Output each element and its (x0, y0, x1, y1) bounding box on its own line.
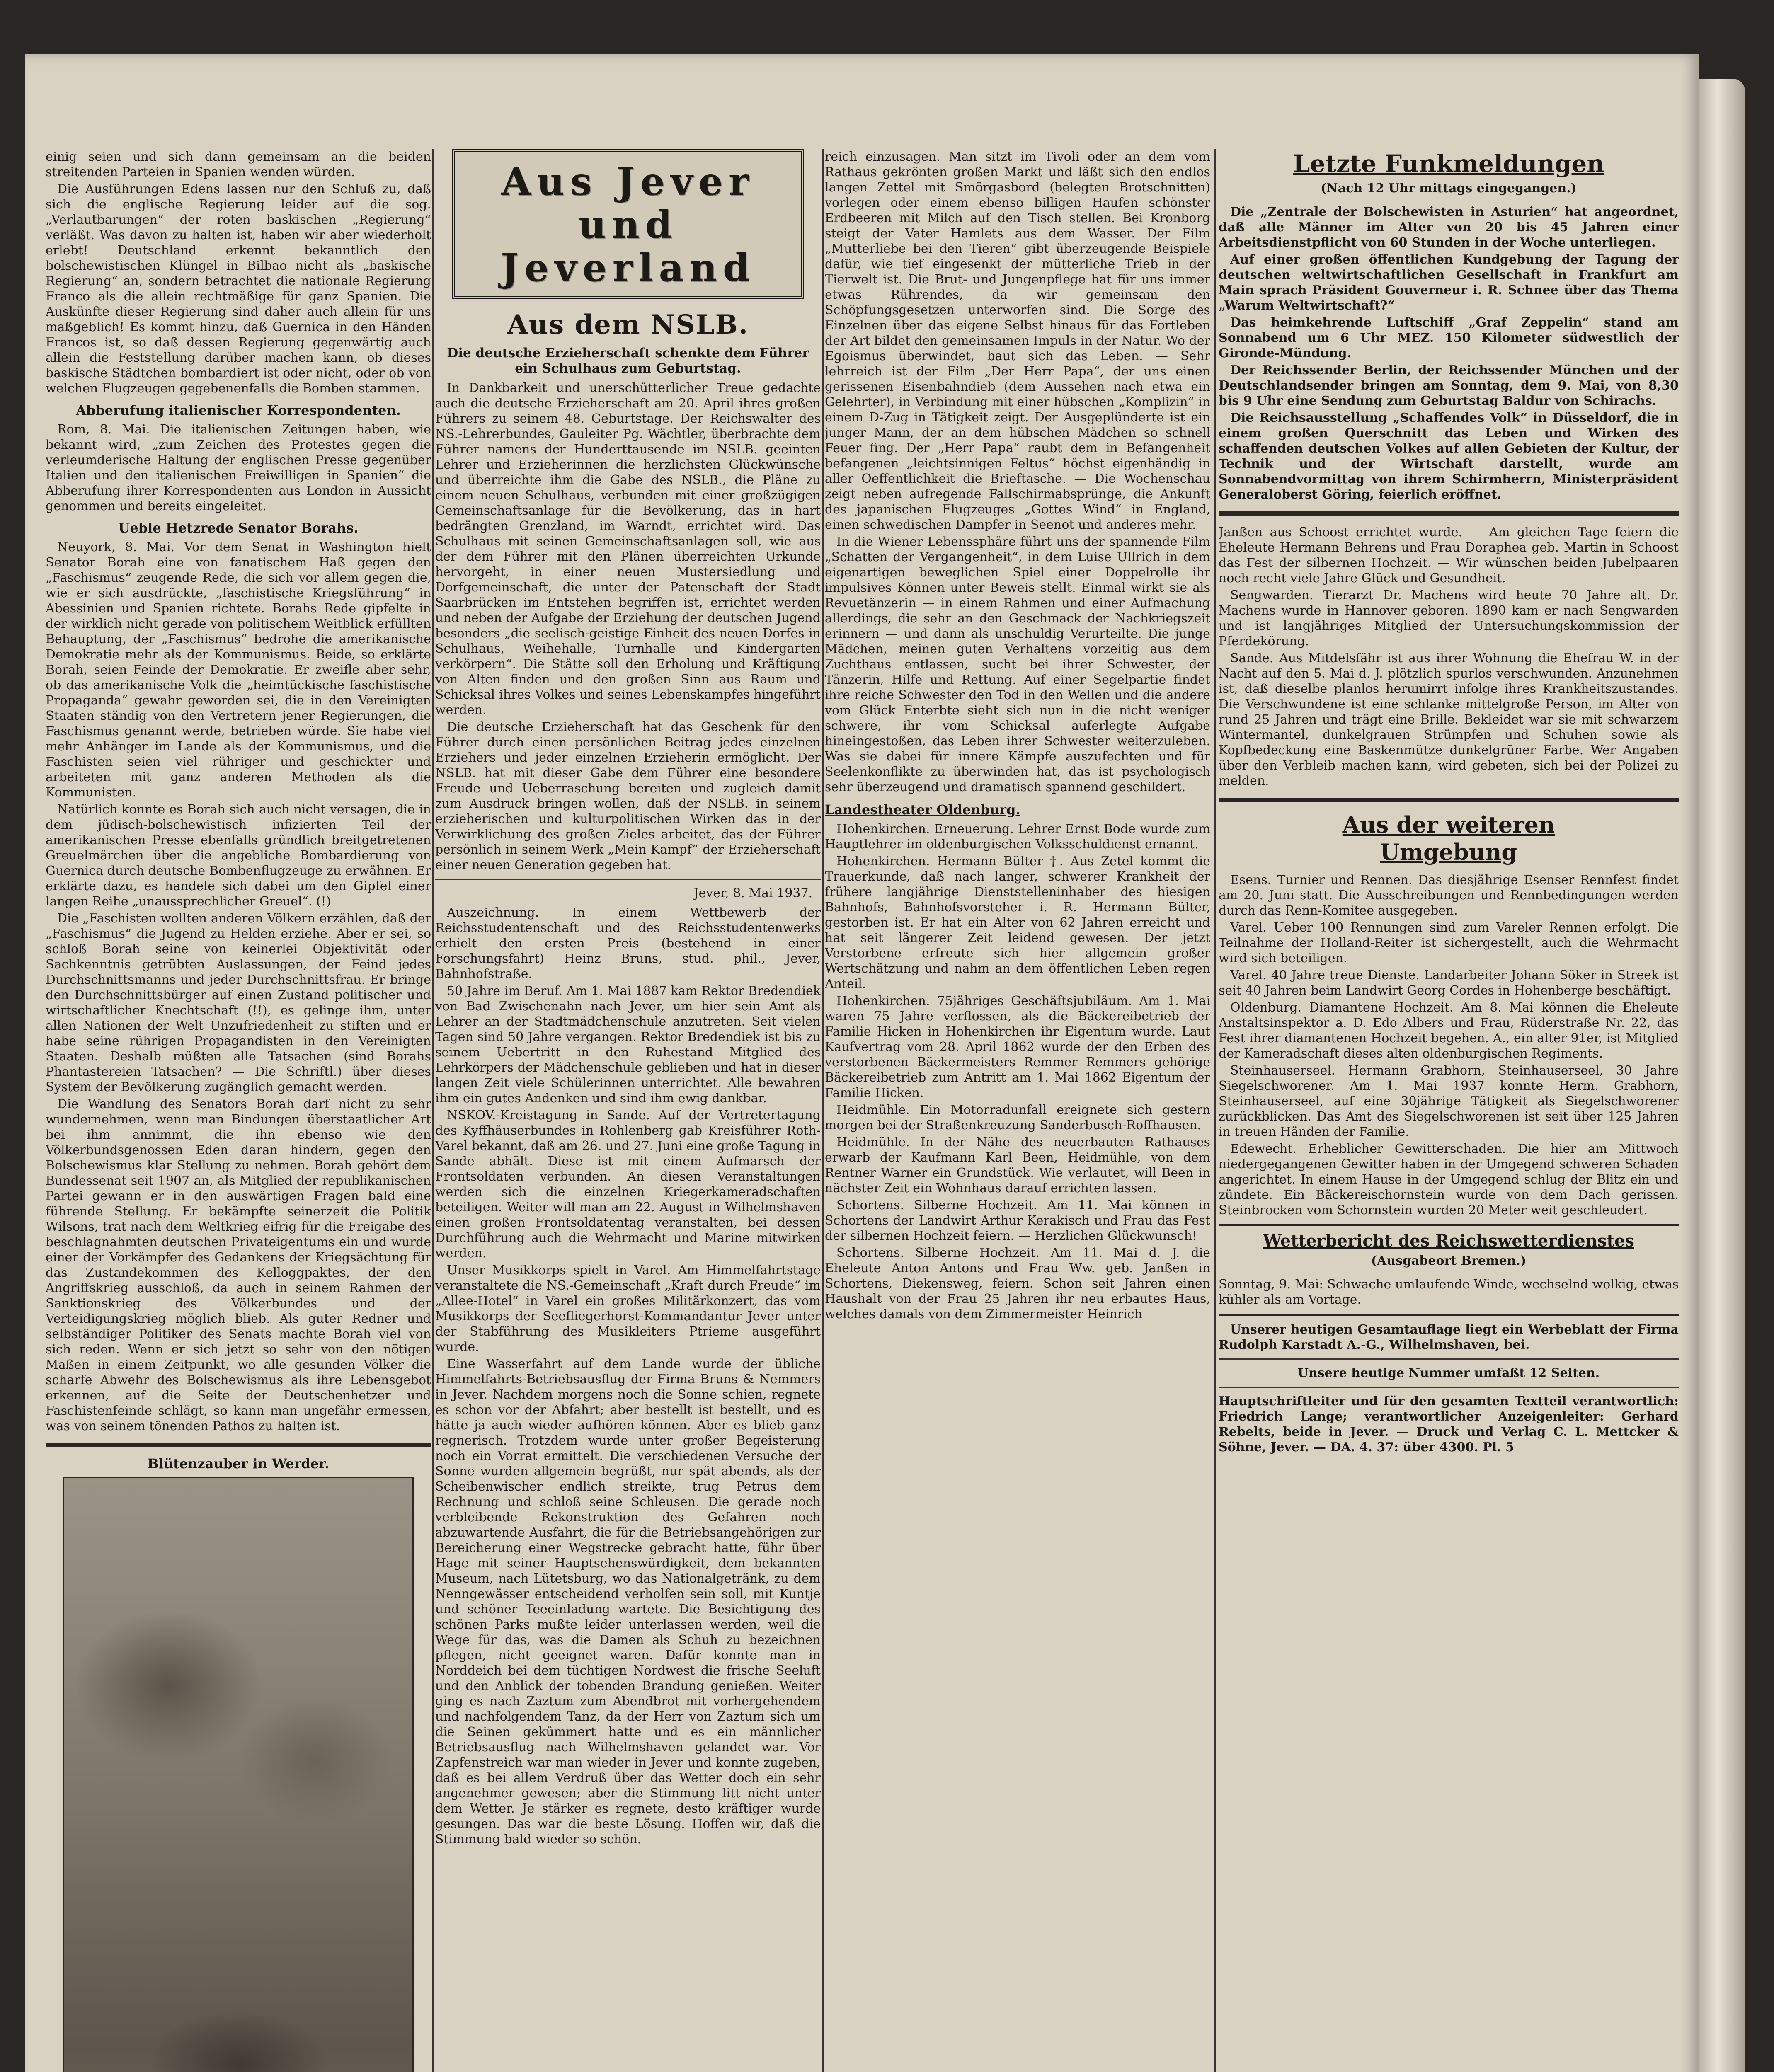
article-heading: Aus dem NSLB. (507, 309, 749, 340)
article-text: Sengwarden. Tierarzt Dr. Machens wird heute 70 Jahre alt. Dr. Machens wurde in Hannover geboren. 1890 kam er nach Sengwarden und ist langjähriges Mitglied der Untersuchungskommission der Pferdekörung. (1219, 588, 1679, 649)
local-masthead (452, 149, 804, 299)
article-text: Die Wandlung des Senators Borah darf nicht zu sehr wundernehmen, wenn man Bindungen überstaatlicher Art bei ihm annimmt, die ihn ebenso wie den Völkerbundsgenossen Eden daran hindern, gegen den Bolschewismus klar Stellung zu nehmen. Borah gehört dem Bundessenat seit 1907 an, als Mitglied der republikanischen Partei gewann er in den auswärtigen Fragen bald eine führende Stellung. Er bekämpfte seinerzeit die Politik Wilsons, trat nach dem Weltkrieg eifrig für die Freigabe des beschlagnahmten deutschen Privateigentums ein und wurde einer der Vorkämpfer des Gedankens der Kriegsächtung für das Zustandekommen des Kelloggpaktes, der den Angriffskrieg ausschloß, da auch in seinem Rahmen der Sanktionskrieg des Völkerbundes und der Verteidigungskrieg möglich blieb. Als guter Redner und selbständiger Politiker des Senats machte Borah viel von sich reden. Wenn er sich jetzt so sehr von den nötigen Maßen in einem Zeitpunkt, wo alle gesunden Völker die scharfe Abwehr des Bolschewismus als ihre Lebensgebot erkennen, auf die Seite der Deutschenhetzer und Faschistenfeinde schlägt, so kann man ungefähr ermessen, was von seinem tönenden Pathos zu halten ist. (46, 1097, 431, 1433)
article-text: Die „Faschisten wollten anderen Völkern erzählen, daß der „Faschismus“ die Jugend zu Helden erziehe. Aber er sei, so schloß Borah seine von keinerlei Objektivität oder Sachkenntnis getrübten Auslassungen, der Feind jedes Durchschnittsmanns und jeder Durchschnittsfrau. Er bringe den Durchschnittsbürger auf einen Zustand politischer und wirtschaftlicher Knechtschaft (!!), es gelinge ihm, unter allen Nationen der Welt Unzufriedenheit zu stiften und er habe seine rührigen Propagandisten in den Vereinigten Staaten. Deshalb müßten alle Tatsachen (sind Borahs Phantastereien Tatsachen? — Die Schriftl.) über dieses System der Bevölkerung zugänglich gemacht werden. (46, 911, 431, 1094)
article-text: Janßen aus Schoost errichtet wurde. — Am gleichen Tage feiern die Eheleute Hermann Behrens und Frau Doraphea geb. Martin in Schoost das Fest der silbernen Hochzeit. — Wir wünschen beiden Jubelpaaren noch recht viele Jahre Glück und Gesundheit. (1219, 525, 1679, 586)
article-text: 50 Jahre im Beruf. Am 1. Mai 1887 kam Rektor Bredendiek von Bad Zwischenahn nach Jever, um hier sein Amt als Lehrer an der Stadtmädchenschule anzutreten. Seit vielen Tagen sind 50 Jahre vergangen. Rektor Bredendiek ist bis zu seinem Uebertritt in den Ruhestand Mitglied des Lehrkörpers der Mädchenschule geblieben und hat in dieser langen Zeit viele Schülerinnen unterrichtet. Alle bewahren ihm ein gutes Andenken und sind ihm ewig dankbar. (435, 984, 821, 1106)
weather-text: Sonntag, 9. Mai: Schwache umlaufende Winde, wechselnd wolkig, etwas kühler als am Vortage. (1219, 1277, 1679, 1307)
divider (46, 1443, 431, 1447)
section-subtitle: (Nach 12 Uhr mittags eingegangen.) (1321, 181, 1577, 196)
weather-subtitle: (Ausgabeort Bremen.) (1371, 1254, 1527, 1268)
divider (1219, 798, 1679, 802)
article-text: Steinhauserseel. Hermann Grabhorn, Steinhauserseel, 30 Jahre Siegelschworener. Am 1. Mai 1937 konnte Herm. Grabhorn, Steinhauserseel, auf eine 30jährige Tätigkeit als Siegelschworener zurückblicken. Das Amt des Siegelschworenen ist seit über 125 Jahren in treuen Händen der Familie. (1219, 1063, 1679, 1139)
book-edge (1699, 79, 1745, 2072)
weather-box (1219, 1224, 1679, 1316)
article-text: Schortens. Silberne Hochzeit. Am 11. Mai können in Schortens der Landwirt Arthur Kerakisch und Frau das Fest der silbernen Hochzeit feiern. — Herzlichen Glückwunsch! (825, 1198, 1210, 1243)
column-2 (435, 149, 821, 2072)
masthead-line: und Jeverland (500, 202, 756, 290)
divider (1219, 511, 1679, 516)
article-text: Unser Musikkorps spielt in Varel. Am Himmelfahrtstage veranstaltete die NS.-Gemeinschaft „Kraft durch Freude“ im „Allee-Hotel“ in Varel ein großes Militärkonzert, das vom Musikkorps der Seefliegerhorst-Kommandantur Jever unter der Stabführung des Musikleiters Ptrieme ausgeführt wurde. (435, 1263, 821, 1354)
masthead-line: Aus Jever (501, 159, 755, 204)
divider (435, 879, 821, 880)
article-text: Eine Wasserfahrt auf dem Lande wurde der übliche Himmelfahrts-Betriebsausflug der Firma Bruns & Nemmers in Jever. Nachdem morgens noch die Sonne schien, regnete es schon vor der Abfahrt; aber bestellt ist bestellt, und es hätte ja auch wieder aufhören können. Aber es blieb ganz regnerisch. Trotzdem wurde unter großer Begeisterung noch ein Vorrat ermittelt. Die verschiedenen Versuche der Sonne wurden allgemein begrüßt, nur spät abends, als der Scheibenwischer endlich streikte, trug Petrus dem Rechnung und schloß seine Schleusen. Die gerade noch verbleibende Rekonstruktion des Gefahren noch abzuwartende Ausfahrt, die für die Betriebsangehörigen zur Bereicherung einer Wegstrecke gebracht hatte, führ über Hage mit seiner Hauptsehenswürdigkeit, dem bekannten Museum, nach Lütetsburg, wo das Nationalgetränk, zu dem Nenngewässer entscheidend verholfen sein soll, mit Kuntje und schöner Teeeinladung wartete. Die Besichtigung des schönen Parks mußte leider unterlassen werden, weil die Wege für das, was die Damen als Schuh zu bezeichnen pflegen, nicht geeignet waren. Dafür konnte man in Norddeich bei dem tüchtigen Nordwest die frische Seeluft und den Anblick der tobenden Brandung genießen. Weiter ging es nach Zaztum zum Abendbrot mit vorhergehendem und nachfolgendem Tanz, da der Herr von Zaztum sich um die Seinen gekümmert hatte und es ein männlicher Betriebsausflug nach Wilhelmshaven gelandet war. Vor Zapfenstreich war man wieder in Jever und konnte zugeben, daß es bei allem Verdruß über das Wetter doch ein sehr angenehmer gewesen; aber die Stimmung litt nicht unter dem Wetter. Je stärker es regnete, desto kräftiger wurde gesungen. Das war die beste Lösung. Hoffen wir, daß die Stimmung bald wieder so schön. (435, 1357, 821, 1847)
article-text: Hohenkirchen. Hermann Bülter †. Aus Zetel kommt die Trauerkunde, daß nach langer, schwerer Krankheit der frühere langjährige Dienststelleninhaber des hiesigen Bahnhofs, Bahnhofsvorsteher i. R. Hermann Bülter, gestorben ist. Er hat ein Alter von 62 Jahren erreicht und hat seit längerer Zeit leidend gewesen. Der jetzt Verstorbene erfreute sich hier allgemein großer Wertschätzung und nahm an dem öffentlichen Leben regen Anteil. (825, 854, 1210, 991)
article-subheading: Die deutsche Erzieherschaft schenkte dem Führer ein Schulhaus zum Geburtstag. (447, 346, 809, 376)
column-rule (822, 149, 824, 2072)
news-item: Der Reichssender Berlin, der Reichssender München und der Deutschlandsender bringen am Sonntag, dem 9. Mai, von 8,30 bis 9 Uhr eine Sendung zum Geburtstag Baldur von Schirachs. (1219, 363, 1679, 408)
article-text: Heidmühle. In der Nähe des neuerbauten Rathauses erwarb der Kaufmann Karl Been, Heidmühle, von dem Rentner Warner ein Grundstück. Wie verlautet, will Been in nächster Zeit ein Wohnhaus darauf errichten lassen. (825, 1135, 1210, 1196)
divider (1219, 1358, 1679, 1360)
article-text: Sande. Aus Mitdelsfähr ist aus ihrer Wohnung die Ehefrau W. in der Nacht auf den 5. Mai d. J. plötzlich spurlos verschwunden. Anzunehmen ist, daß dieselbe planlos herumirrt infolge ihres Krankheitszustandes. Die Verschwundene ist eine schlanke mittelgroße Person, im Alter von rund 25 Jahren und trägt eine Brille. Bekleidet war sie mit schwarzem Wintermantel, dunkelgrauen Strümpfen und Schuhen sowie als Kopfbedeckung eine Baskenmütze dunkelgrüner Farbe. Wer Angaben über den Verbleib machen kann, wird gebeten, sich bei der Polizei zu melden. (1219, 651, 1679, 788)
article-text: In Dankbarkeit und unerschütterlicher Treue gedachte auch die deutsche Erzieherschaft am 20. April ihres großen Führers zu seinem 48. Geburtstage. Der Reichswalter des NS.-Lehrerbundes, Gauleiter Pg. Wächtler, überbrachte dem Führer namens der Hunderttausende im NSLB. geeinten Lehrer und Erzieherinnen die herzlichsten Glückwünsche und überreichte ihm die Gabe des NSLB., die Pläne zu einem neuen Schulhaus, verbunden mit einer großzügigen Gemeinschaftsanlage für die Bevölkerung, das in hart bedrängten Grenzland, im Warndt, errichtet wird. Das Schulhaus mit seinen Gemeinschaftsanlagen soll, wie aus der dem Führer mit den Plänen überreichten Urkunde hervorgeht, in einer neuen Mustersiedlung und Dorfgemeinschaft, die unter der Patenschaft der Stadt Saarbrücken im Entstehen begriffen ist, errichtet werden und neben der Aufgabe der Erziehung der deutschen Jugend besonders „die seelisch-geistige Einheit des neuen Dorfes in Schulhaus, Weihehalle, Turnhalle und Kindergarten verkörpern“. Die Stätte soll den Erholung und Kräftigung von Alten finden und den großen Sinn aus Raum und Schicksal ihres Volkes und seines Lebenskampfes hingeführt werden. (435, 381, 821, 717)
article-text: Die Ausführungen Edens lassen nur den Schluß zu, daß sich die englische Regierung leider auf die sog. „Verlautbarungen“ der roten baskischen „Regierung“ verläßt. Was davon zu halten ist, haben wir aber wiederholt erlebt! Deutschland erkennt bekanntlich den bolschewistischen Klüngel in Bilbao nicht als „baskische Regierung“ an, sondern betrachtet die nationale Regierung Franco als die allein rechtmäßige für ganz Spanien. Die Auskünfte dieser Regierung sind daher auch allein für uns maßgeblich! Es kommt hinzu, daß Guernica in den Händen Francos ist, so daß dessen Regierung gegenwärtig auch allein die Feststellung darüber machen kann, ob dieses baskische Städtchen bombardiert ist oder nicht, oder ob von welchen Flugzeugen gegebenenfalls die Bomben stammen. (46, 182, 431, 396)
article-text: NSKOV.-Kreistagung in Sande. Auf der Vertretertagung des Kyffhäuserbundes in Rohlenberg gab Kreisführer Roth-Varel bekannt, daß am 26. und 27. Juni eine große Tagung in Sande abhält. Diese ist mit einem Aufmarsch der Frontsoldaten verbunden. An diesen Veranstaltungen werden sich die einzelnen Kriegerkameradschaften beteiligen. Weiter will man am 22. August in Wilhelmshaven einen großen Frontsoldatentag veranstalten, bei dessen Durchführung auch die Wehrmacht und Marine mitwirken werden. (435, 1108, 821, 1261)
page-count-note: Unsere heutige Nummer umfaßt 12 Seiten. (1297, 1366, 1600, 1380)
supplement-note: Unserer heutigen Gesamtauflage liegt ein Werbeblatt der Firma Rudolph Karstadt A.-G., Wilhelmshaven, bei. (1219, 1322, 1679, 1352)
column-3 (825, 149, 1210, 2072)
article-text: Edewecht. Erheblicher Gewitterschaden. Die hier am Mittwoch niedergegangenen Gewitter haben in der Umgegend schweren Schaden angerichtet. In einem Hause in der Umgegend schlug der Blitz ein und zündete. Ein Bäckereischornstein wurde von dem Dach gerissen. Steinbrocken vom Schornstein wurden 20 Meter weit geschleudert. (1219, 1142, 1679, 1218)
column-rule (1214, 149, 1216, 2072)
news-item: Die „Zentrale der Bolschewisten in Asturien“ hat angeordnet, daß alle Männer im Alter von 20 bis 45 Jahren einer Arbeitsdienstpflicht von 60 Stunden in der Woche unterliegen. (1219, 205, 1679, 250)
section-heading (1219, 811, 1679, 866)
article-text: Varel. Ueber 100 Rennungen sind zum Vareler Rennen erfolgt. Die Teilnahme der Holland-Reiter ist sichergestellt, auch die Wehrmacht wird sich beteiligen. (1219, 920, 1679, 966)
article-text: In die Wiener Lebenssphäre führt uns der spannende Film „Schatten der Vergangenheit“, in dem Luise Ullrich in dem eigenartigen beweglichen Spiel einer Doppelrolle ihr impulsives Können unter Beweis stellt. Einmal wirkt sie als Revuetänzerin — in einem Rahmen und einer Aufmachung allerdings, die sehr an den Geschmack der Nachkriegszeit erinnern — und dann als unschuldig Verurteilte. Die junge Mädchen, meinen guten Verhaltens vorzeitig aus dem Zuchthaus entlassen, sucht bei ihrer Schwester, der Tänzerin, Hilfe und Rettung. Auf einer Segelpartie findet ihre reiche Schwester den Tod in den Wellen und die andere vom Glück Enterbte sieht sich nun in die nicht weniger schwere, ihr vom Schicksal auferlegte Aufgabe hineingestoßen, das Leben ihrer Schwester weiterzuleben. Was sie dabei für innere Kämpfe auszufechten und für Seelenkonflikte zu überwinden hat, das ist psychologisch sehr überzeugend und dramatisch spannend geschildert. (825, 535, 1210, 794)
news-item: Auf einer großen öffentlichen Kundgebung der Tagung der deutschen weltwirtschaftlichen Gesellschaft in Frankfurt am Main sprach Präsident Gouverneur i. R. Schnee über das Thema „Warum Weltwirtschaft?“ (1219, 252, 1679, 313)
news-item: Die Reichsausstellung „Schaffendes Volk“ in Düsseldorf, die in einem großen Querschnitt das Leben und Wirken des schaffenden deutschen Volkes auf allen Gebieten der Kultur, der Technik und der Wirtschaft darstellt, wurde am Sonnabendvormittag von ihrem Schirmherrn, Ministerpräsident Generaloberst Göring, feierlich eröffnet. (1219, 411, 1679, 502)
article-text: Oldenburg. Diamantene Hochzeit. Am 8. Mai können die Eheleute Anstaltsinspektor a. D. Edo Albers und Frau, Rüderstraße Nr. 22, das Fest ihrer diamantenen Hochzeit begehen. A., ein alter 91er, ist Mitglied der Kameradschaft dieses alten oldenburgischen Regiments. (1219, 1000, 1679, 1061)
dateline: Jever, 8. Mai 1937. (693, 886, 812, 900)
article-text: Hohenkirchen. 75jähriges Geschäftsjubiläum. Am 1. Mai waren 75 Jahre verflossen, als die Bäckereibetrieb der Familie Hicken in Hohenkirchen ihr Eigentum wurde. Laut Kaufvertrag vom 28. April 1862 wurde der den Erben des verstorbenen Bäckermeisters Remmer Remmers gehörige Bäckereibetrieb zum Antritt am 1. Mai 1862 Eigentum der Familie Hicken. (825, 994, 1210, 1100)
article-heading: Landestheater Oldenburg. (825, 802, 1020, 818)
article-text: Rom, 8. Mai. Die italienischen Zeitungen haben, wie bekannt wird, „zum Zeichen des Protestes gegen die verleumderische Haltung der englischen Presse gegenüber Italien und den italienischen Freiwilligen in Spanien“ die Abberufung ihrer Korrespondenten aus London in Aussicht genommen und bereits eingeleitet. (46, 422, 431, 513)
news-item: Das heimkehrende Luftschiff „Graf Zeppelin“ stand am Sonnabend um 6 Uhr MEZ. 150 Kilometer südwestlich der Gironde-Mündung. (1219, 315, 1679, 361)
article-text: Hohenkirchen. Erneuerung. Lehrer Ernst Bode wurde zum Hauptlehrer im oldenburgischen Volksschuldienst ernannt. (825, 822, 1210, 852)
article-heading: Abberufung italienischer Korrespondenten. (76, 402, 401, 418)
column-1 (46, 149, 431, 2072)
section-heading-line: Aus der weiteren (1342, 811, 1555, 838)
article-text: reich einzusagen. Man sitzt im Tivoli oder an dem vom Rathaus gekrönten großen Markt und läßt sich den endlos langen Zettel mit Smörgasbord (belegten Brotschnitten) vorlegen oder einem ebenso billigen Haufen schönster Erdbeeren mit Milch auf den Tisch stellen. Bei Kronborg steigt der Vater Hamlets aus dem Wasser. Der Film „Mutterliebe bei den Tieren“ gibt überzeugende Beispiele dafür, wie tief eingesenkt der mütterliche Trieb in der Tierwelt ist. Die Brut- und Jungenpflege hat für uns immer etwas Rührendes, da wir gemeinsam den Schöpfungsgesetzen unterworfen sind. Die Sorge des Einzelnen über das eigene Selbst hinaus für das Fortleben der Art bildet den gemeinsamen Impuls in der Natur. Wo der Egoismus überwindet, baut sich das Leben. — Sehr lehrreich ist der Film „Der Herr Papa“, der uns einen gerissenen Eisenbahndieb (dem Aussehen nach etwa ein Gelehrter), in Verbindung mit einer hübschen „Komplizin“ in einem D-Zug in Tätigkeit zeigt. Der Ausgeplünderte ist ein junger Mann, der an dem hübschen Mädchen so schnell Feuer fing. Der „Herr Papa“ raubt dem in Befangenheit befangenen „leichtsinnigen Feltus“ höchst eigenhändig in aller Oeffentlichkeit die Brieftasche. — Die Wochenschau zeigt neben aufregende Fallschirmabsprünge, die Ankunft des japanischen Flugzeuges „Gottes Wind“ in England, einen schwedischen Dampfer in Seenot und anderes mehr. (825, 150, 1210, 532)
column-4 (1219, 149, 1679, 2072)
article-text: Esens. Turnier und Rennen. Das diesjährige Esenser Rennfest findet am 20. Juni statt. Die Ausschreibungen und Rennbedingungen werden durch das Renn-Komitee ausgegeben. (1219, 873, 1679, 918)
divider (1219, 1387, 1679, 1388)
article-text: Heidmühle. Ein Motorradunfall ereignete sich gestern morgen bei der Straßenkreuzung Sanderbusch-Roffhausen. (825, 1103, 1210, 1133)
weather-title: Wetterbericht des Reichswetterdienstes (1263, 1231, 1634, 1251)
section-title: Letzte Funkmeldungen (1293, 150, 1604, 178)
photo-garden (63, 1477, 414, 2072)
column-rule (432, 149, 434, 2072)
article-text: einig seien und sich dann gemeinsam an die beiden streitenden Parteien in Spanien wenden würden. (46, 150, 431, 179)
newspaper-page (25, 54, 1699, 2072)
article-text: Die deutsche Erzieherschaft hat das Geschenk für den Führer durch einen persönlichen Beitrag jedes einzelnen Erziehers und jeder einzelnen Erzieherin ermöglicht. Der NSLB. hat mit dieser Gabe dem Führer eine besondere Freude und Ueberraschung bereiten und zugleich damit zum Ausdruck bringen wollen, daß der NSLB. in seinem erzieherischen und kulturpolitischen Wirken das in der Verwirklichung des großen Zieles arbeitet, das der Führer persönlich in seinem Werk „Mein Kampf“ der Erzieherschaft einer neuen Generation gegeben hat. (435, 720, 821, 872)
article-text: Varel. 40 Jahre treue Dienste. Landarbeiter Johann Söker in Streek ist seit 40 Jahren beim Landwirt Georg Cordes in Hohenberge beschäftigt. (1219, 968, 1679, 998)
article-text: Auszeichnung. In einem Wettbewerb der Reichsstudentenschaft und des Reichsstudentenwerks erhielt den ersten Preis (bestehend in einer Forschungsfahrt) Heinz Bruns, stud. phil., Jever, Bahnhofstraße. (435, 905, 821, 981)
article-text: Natürlich konnte es Borah sich auch nicht versagen, die in dem jüdisch-bolschewistisch infizierten Teil der amerikanischen Presse ebenfalls gründlich breitgetretenen Greuelmärchen über die angebliche Bombardierung von Guernica durch deutsche Bombenflugzeuge zu erwähnen. Er erklärte dazu, es handele sich dabei um den Gipfel einer langen Reihe „unaussprechlicher Greuel“. (!) (46, 802, 431, 909)
imprint: Hauptschriftleiter und für den gesamten Textteil verantwortlich: Friedrich Lange; verantwortlicher Anzeigenleiter: Gerhard Rebelts, beide in Jever. — Druck und Verlag C. L. Mettcker & Söhne, Jever. — DA. 4. 37: über 4300. Pl. 5 (1219, 1394, 1679, 1455)
article-text: Neuyork, 8. Mai. Vor dem Senat in Washington hielt Senator Borah eine von fanatischem Haß gegen den „Faschismus“ zeugende Rede, die sich vor allem gegen die, wie er sich ausdrückte, „faschistische Kriegsführung“ in Abessinien und Spanien richtete. Borahs Rede gipfelte in der wirklich nicht gerade von politischem Weitblick erfüllten Behauptung, der „Faschismus“ bedrohe die amerikanische Demokratie mehr als der Kommunismus. Beide, so erklärte Borah, seien Feinde der Demokratie. Er zweifle aber sehr, ob das amerikanische Volk die „heimtückische faschistische Propaganda“ gewahr geworden sei, die in den Vereinigten Staaten ständig von den Vertretern jener Regierungen, die Faschismus genannt werde, betrieben würde. Sie habe viel mehr Anhänger im Lande als der Kommunismus, und die Faschisten seien viel rühriger und geschickter und arbeiteten mit ganz anderen Methoden als die Kommunisten. (46, 540, 431, 800)
article-heading: Ueble Hetzrede Senator Borahs. (118, 520, 359, 536)
section-heading-line: Umgebung (1380, 839, 1517, 865)
article-text: Schortens. Silberne Hochzeit. Am 11. Mai d. J. die Eheleute Anton Antons und Frau Ww. geb. Janßen in Schortens, Diekensweg, feiern. Schon seit Jahren einen Haushalt von der Frau 25 Jahren ihr neu erbautes Haus, welches damals von dem Zimmermeister Heinrich (825, 1246, 1210, 1322)
photo-title: Blütenzauber in Werder. (147, 1456, 330, 1472)
